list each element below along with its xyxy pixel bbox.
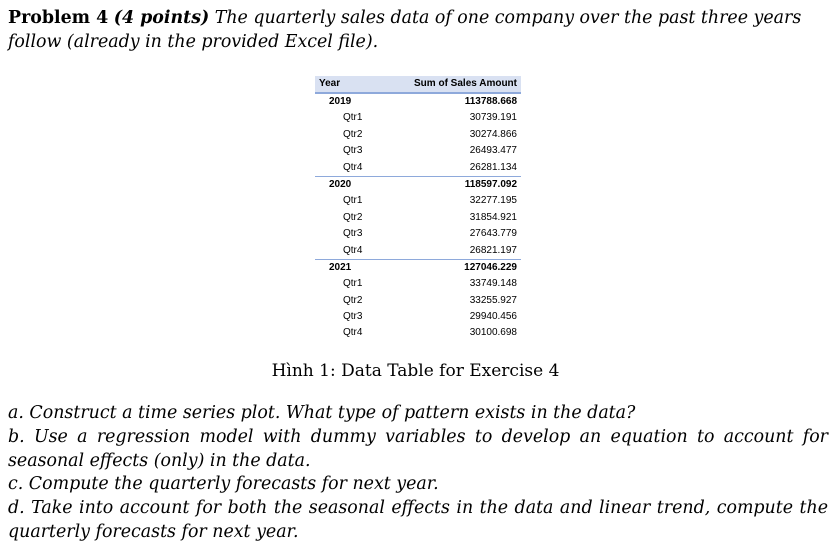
quarter-label: Qtr4 (343, 327, 363, 339)
pivot-table (315, 76, 521, 342)
quarter-label: Qtr1 (343, 112, 363, 124)
table-row (315, 325, 521, 341)
quarter-value: 30100.698 (469, 327, 517, 339)
question-a: a. Construct a time series plot. What type of pattern exists in the data? (8, 403, 636, 423)
year-label: 2019 (329, 96, 352, 107)
header-year: Year (319, 78, 341, 89)
year-total: 127046.229 (464, 261, 517, 273)
quarter-value: 26493.477 (469, 145, 517, 157)
quarter-label: Qtr2 (343, 128, 363, 140)
quarter-label: Qtr3 (343, 145, 363, 157)
quarter-value: 26821.197 (469, 244, 517, 256)
quarter-label: Qtr2 (343, 211, 363, 223)
question-b: b. Use a regression model with dummy variables to develop an equation to account for seasonal effects (only) in the data. (8, 426, 828, 471)
table-row (315, 127, 521, 143)
table-row (315, 193, 521, 209)
header-sum: Sum of Sales Amount (414, 78, 517, 89)
quarter-value: 27643.779 (469, 228, 517, 240)
table-row (315, 276, 521, 292)
quarter-value: 33255.927 (469, 294, 517, 306)
table-row (315, 210, 521, 226)
quarter-label: Qtr4 (343, 244, 363, 256)
quarter-label: Qtr3 (343, 311, 363, 323)
question-list (8, 402, 828, 545)
table-row-year (315, 93, 521, 110)
quarter-value: 26281.134 (469, 161, 517, 173)
quarter-label: Qtr4 (343, 161, 363, 173)
table-row (315, 160, 521, 176)
table-row-year (315, 176, 521, 193)
question-d: d. Take into account for both the seasonal effects in the data and linear trend, compute the quarterly forecasts for next year. (8, 498, 828, 542)
table-row-year (315, 259, 521, 276)
problem-text: The quarterly sales data of one company over the past three years follow (already in the provided Excel file). (8, 8, 802, 52)
problem-heading: Problem 4 (8, 8, 109, 28)
quarter-value: 30274.866 (469, 128, 517, 140)
table-row (315, 309, 521, 325)
quarter-value: 30739.191 (469, 112, 517, 124)
table-row (315, 110, 521, 126)
quarter-value: 33749.148 (469, 278, 517, 290)
year-label: 2021 (329, 261, 352, 273)
year-label: 2020 (329, 178, 352, 190)
question-c: c. Compute the quarterly forecasts for next year. (8, 474, 439, 495)
table-row (315, 293, 521, 309)
table-row (315, 243, 521, 259)
year-total: 113788.668 (464, 96, 517, 107)
table-row (315, 143, 521, 159)
quarter-label: Qtr2 (343, 294, 363, 306)
quarter-label: Qtr1 (343, 278, 363, 290)
quarter-label: Qtr3 (343, 228, 363, 240)
quarter-value: 31854.921 (469, 211, 517, 223)
quarter-value: 29940.456 (469, 311, 517, 323)
problem-points: (4 points) (113, 8, 210, 28)
figure-caption: Hình 1: Data Table for Exercise 4 (271, 361, 560, 381)
quarter-label: Qtr1 (343, 195, 363, 207)
table-header (315, 76, 521, 93)
year-total: 118597.092 (464, 178, 517, 190)
table-row (315, 226, 521, 242)
problem-statement (8, 6, 828, 54)
quarter-value: 32277.195 (469, 195, 517, 207)
